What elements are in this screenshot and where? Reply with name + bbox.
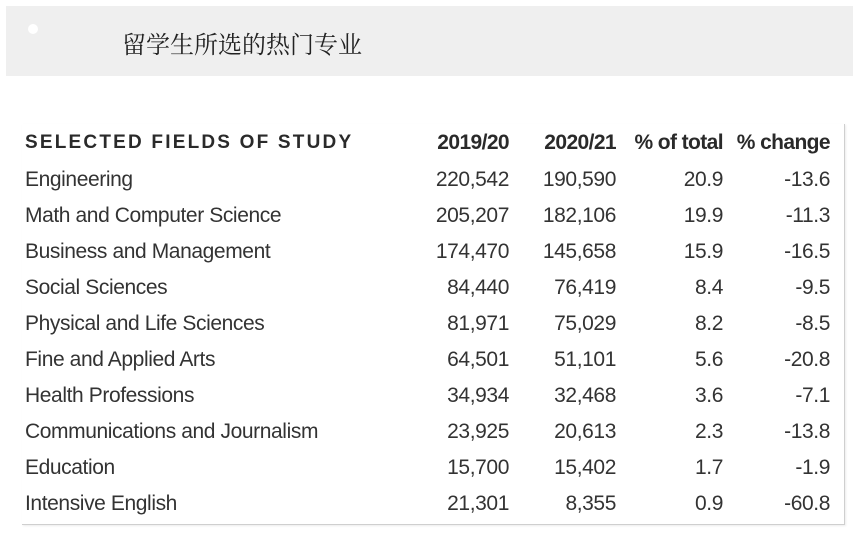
value-2019-20-cell: 220,542 bbox=[435, 168, 509, 191]
percent-total-cell: 8.2 bbox=[695, 312, 723, 335]
fields-table-panel bbox=[22, 124, 845, 525]
value-2019-20-cell: 174,470 bbox=[435, 240, 509, 263]
table-row bbox=[22, 270, 830, 306]
value-2020-21-cell: 51,101 bbox=[554, 348, 616, 371]
value-2020-21-cell: 20,613 bbox=[554, 420, 616, 443]
value-2019-20-cell: 84,440 bbox=[447, 276, 509, 299]
field-name-cell: Business and Management bbox=[25, 240, 271, 263]
percent-total-cell: 3.6 bbox=[695, 384, 723, 407]
value-2020-21-cell: 145,658 bbox=[542, 240, 616, 263]
column-header-percent-change: % change bbox=[736, 131, 830, 154]
percent-total-cell: 1.7 bbox=[695, 456, 723, 479]
percent-change-cell: -1.9 bbox=[795, 456, 830, 479]
field-name-cell: Engineering bbox=[25, 168, 133, 191]
value-2019-20-cell: 21,301 bbox=[447, 492, 509, 515]
percent-change-cell: -11.3 bbox=[785, 204, 830, 227]
table-header-row bbox=[22, 124, 830, 162]
value-2019-20-cell: 34,934 bbox=[447, 384, 509, 407]
value-2019-20-cell: 64,501 bbox=[447, 348, 509, 371]
percent-total-cell: 0.9 bbox=[695, 492, 723, 515]
field-name-cell: Physical and Life Sciences bbox=[25, 312, 265, 335]
percent-change-cell: -16.5 bbox=[784, 240, 830, 263]
field-name-cell: Health Professions bbox=[25, 384, 195, 407]
field-name-cell: Math and Computer Science bbox=[25, 204, 282, 227]
percent-change-cell: -13.6 bbox=[784, 168, 830, 191]
value-2020-21-cell: 190,590 bbox=[542, 168, 616, 191]
percent-change-cell: -60.8 bbox=[784, 492, 830, 515]
percent-total-cell: 8.4 bbox=[695, 276, 723, 299]
value-2020-21-cell: 8,355 bbox=[565, 492, 616, 515]
field-name-cell: Fine and Applied Arts bbox=[25, 348, 216, 371]
field-name-cell: Communications and Journalism bbox=[25, 420, 319, 443]
value-2020-21-cell: 76,419 bbox=[554, 276, 616, 299]
percent-total-cell: 5.6 bbox=[695, 348, 723, 371]
percent-total-cell: 15.9 bbox=[683, 240, 723, 263]
value-2020-21-cell: 75,029 bbox=[554, 312, 616, 335]
column-header-2020-21: 2020/21 bbox=[544, 131, 616, 154]
bullet-dot-icon bbox=[28, 24, 38, 34]
percent-total-cell: 19.9 bbox=[683, 204, 723, 227]
page-title: 留学生所选的热门专业 bbox=[122, 31, 362, 59]
percent-change-cell: -8.5 bbox=[795, 312, 830, 335]
column-header-percent-total: % of total bbox=[634, 131, 723, 154]
value-2020-21-cell: 182,106 bbox=[542, 204, 616, 227]
table-row bbox=[22, 306, 830, 342]
percent-change-cell: -9.5 bbox=[795, 276, 830, 299]
table-row bbox=[22, 486, 830, 522]
value-2020-21-cell: 32,468 bbox=[554, 384, 616, 407]
value-2020-21-cell: 15,402 bbox=[554, 456, 616, 479]
field-name-cell: Education bbox=[25, 456, 115, 479]
header-band bbox=[6, 6, 853, 76]
percent-change-cell: -13.8 bbox=[784, 420, 830, 443]
table-row bbox=[22, 234, 830, 270]
table-row bbox=[22, 342, 830, 378]
field-name-cell: Intensive English bbox=[25, 492, 177, 515]
field-name-cell: Social Sciences bbox=[25, 276, 168, 299]
percent-change-cell: -20.8 bbox=[784, 348, 830, 371]
percent-total-cell: 2.3 bbox=[695, 420, 723, 443]
column-header-field: SELECTED FIELDS OF STUDY bbox=[25, 132, 354, 153]
column-header-2019-20: 2019/20 bbox=[437, 131, 509, 154]
value-2019-20-cell: 23,925 bbox=[447, 420, 509, 443]
value-2019-20-cell: 81,971 bbox=[447, 312, 509, 335]
table-row bbox=[22, 450, 830, 486]
table-row bbox=[22, 198, 830, 234]
percent-change-cell: -7.1 bbox=[795, 384, 830, 407]
percent-total-cell: 20.9 bbox=[683, 168, 723, 191]
fields-of-study-table bbox=[22, 124, 830, 522]
value-2019-20-cell: 205,207 bbox=[435, 204, 509, 227]
table-row bbox=[22, 378, 830, 414]
table-row bbox=[22, 414, 830, 450]
table-row bbox=[22, 162, 830, 198]
value-2019-20-cell: 15,700 bbox=[447, 456, 509, 479]
